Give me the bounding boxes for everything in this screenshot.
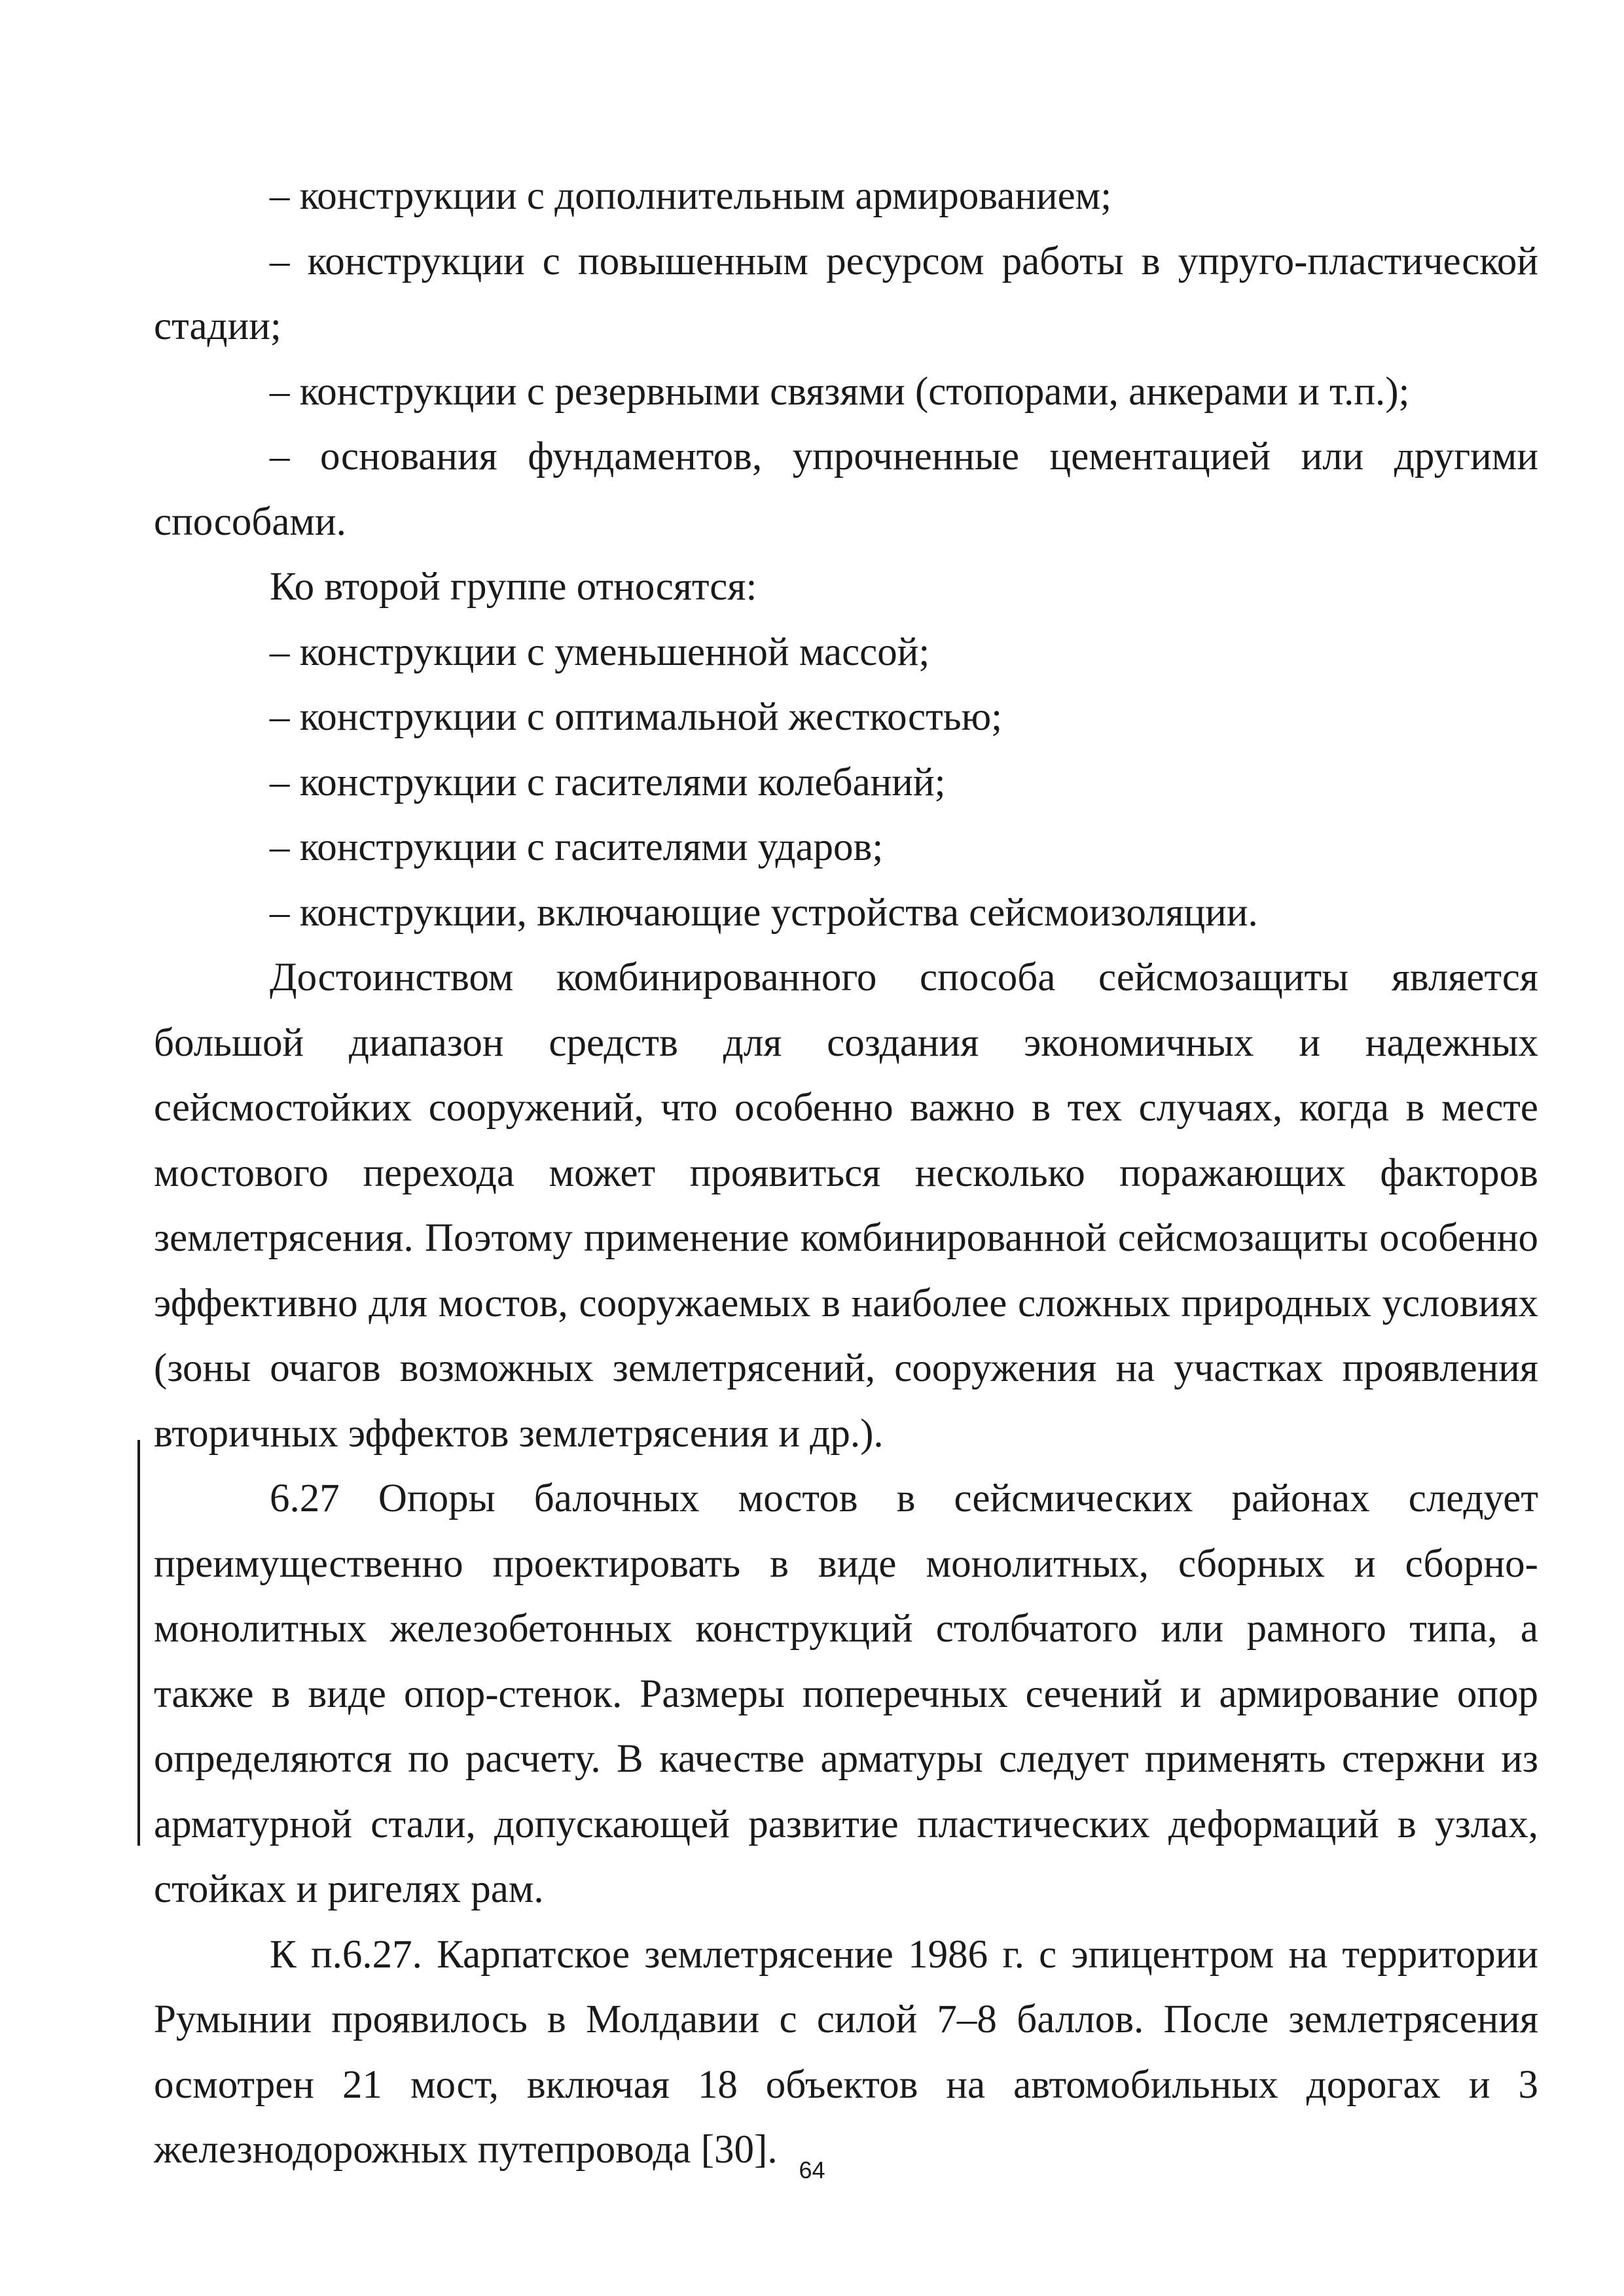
- list-item-cemented-foundations: – основания фундаментов, упрочненные цементацией или другими способами.: [154, 435, 1538, 544]
- list-item-elastic-plastic-resource: – конструкции с повышенным ресурсом работы в упруго-пластической стадии;: [154, 239, 1538, 348]
- group2-intro: Ко второй группе относятся:: [270, 565, 757, 609]
- list-item-reserve-links: – конструкции с резервными связями (стопорами, анкерами и т.п.);: [270, 369, 1410, 414]
- list-item-impact-dampers: – конструкции с гасителями ударов;: [270, 825, 884, 869]
- revision-bar: [137, 1440, 140, 1846]
- list-item-reduced-mass: – конструкции с уменьшенной массой;: [270, 630, 930, 674]
- page-number: 64: [799, 2157, 825, 2183]
- list-item-optimal-stiffness: – конструкции с оптимальной жесткостью;: [270, 695, 1003, 739]
- page-body: [154, 164, 1538, 2183]
- list-item-seismic-isolation: – конструкции, включающие устройства сейсмоизоляции.: [270, 890, 1258, 935]
- list-item-additional-reinforcement: – конструкции с дополнительным армированием;: [270, 174, 1112, 218]
- paragraph-commentary-6-27: К п.6.27. Карпатское землетрясение 1986 г. с эпицентром на территории Румынии проявилось в Молдавии с силой 7–8 баллов. После землетрясения осмотрен 21 мост, включая 18 объектов на автомобильных дорогах и 3 железнодорожных путепровода [30].: [154, 1932, 1538, 2172]
- paragraph-advantage: Достоинством комбинированного способа сейсмозащиты является большой диапазон средств для создания экономичных и надежных сейсмостойких сооружений, что особенно важно в тех случаях, когда в месте мостового перехода может проявиться несколько поражающих факторов землетрясения. Поэтому применение комбинированной сейсмозащиты особенно эффективно для мостов, сооружаемых в наиболее сложных природных условиях (зоны очагов возможных землетрясений, сооружения на участках проявления вторичных эффектов землетрясения и др.).: [154, 956, 1538, 1456]
- list-item-vibration-dampers: – конструкции с гасителями колебаний;: [270, 760, 946, 804]
- paragraph-6-27: 6.27 Опоры балочных мостов в сейсмических районах следует преимущественно проектировать в виде монолитных, сборных и сборно-монолитных железобетонных конструкций столбчатого или рамного типа, а также в виде опор-стенок. Размеры поперечных сечений и армирование опор определяются по расчету. В качестве арматуры следует применять стержни из арматурной стали, допускающей развитие пластических деформаций в узлах, стойках и ригелях рам.: [154, 1477, 1538, 1911]
